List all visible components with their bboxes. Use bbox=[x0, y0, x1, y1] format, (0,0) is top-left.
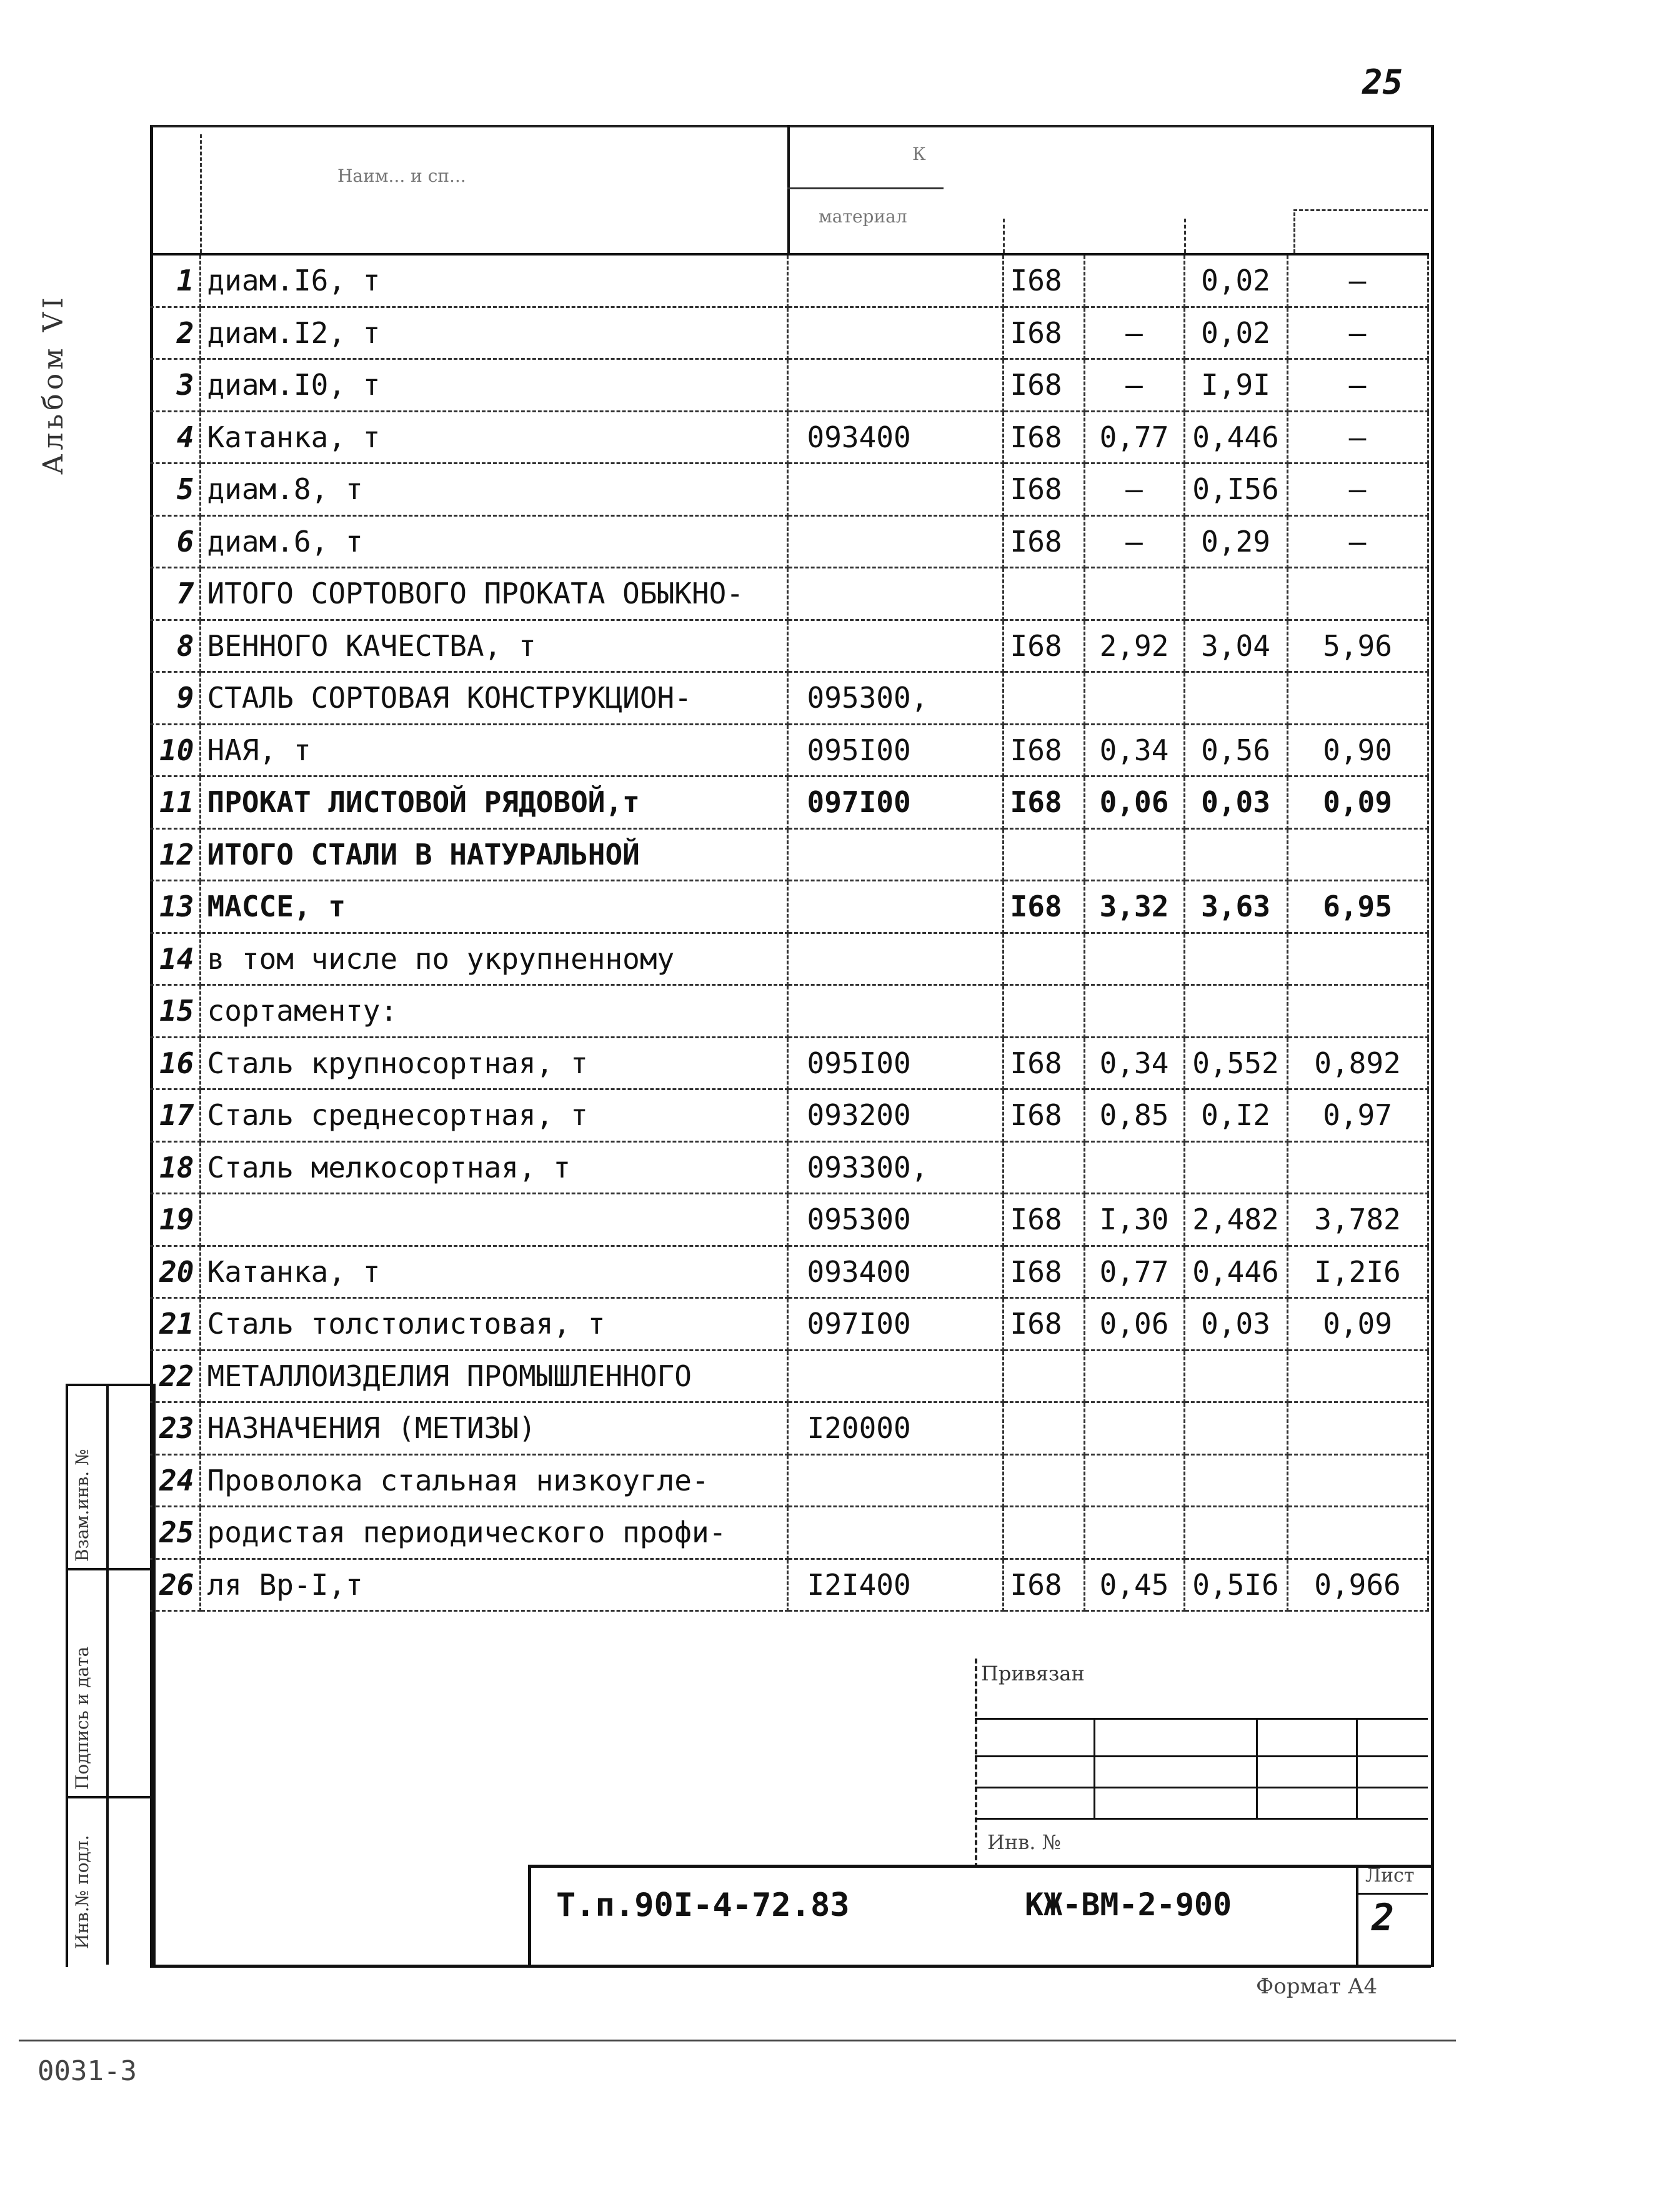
material-code bbox=[787, 307, 1003, 359]
table-row bbox=[150, 1089, 1428, 1142]
table-row bbox=[150, 672, 1428, 725]
row-number: 19 bbox=[150, 1194, 200, 1246]
material-code: I20000 bbox=[787, 1402, 1003, 1455]
item-name: СТАЛЬ СОРТОВАЯ КОНСТРУКЦИОН- bbox=[200, 672, 787, 725]
stamp-divider bbox=[975, 1659, 977, 1868]
value-1 bbox=[1084, 1507, 1184, 1559]
unit-code: I68 bbox=[1003, 881, 1084, 933]
table-row bbox=[150, 985, 1428, 1038]
value-3 bbox=[1287, 1350, 1428, 1402]
document-code: Т.п.90I-4-72.83 bbox=[556, 1887, 850, 1924]
unit-code bbox=[1003, 1454, 1084, 1507]
value-2 bbox=[1184, 672, 1287, 725]
row-number: 12 bbox=[150, 828, 200, 881]
material-code: 095I00 bbox=[787, 1037, 1003, 1089]
table-row bbox=[150, 1194, 1428, 1246]
value-1: 0,06 bbox=[1084, 776, 1184, 829]
value-2 bbox=[1184, 1141, 1287, 1194]
format-label: Формат А4 bbox=[1256, 1974, 1378, 1999]
table-row bbox=[150, 307, 1428, 359]
header-divider bbox=[787, 187, 944, 189]
value-1 bbox=[1084, 1141, 1184, 1194]
material-code: 095300 bbox=[787, 1194, 1003, 1246]
row-number: 18 bbox=[150, 1141, 200, 1194]
value-1 bbox=[1084, 1402, 1184, 1455]
value-2 bbox=[1184, 1507, 1287, 1559]
material-code bbox=[787, 254, 1003, 307]
row-number: 13 bbox=[150, 881, 200, 933]
row-number: 9 bbox=[150, 672, 200, 725]
value-3: 0,09 bbox=[1287, 776, 1428, 829]
unit-code bbox=[1003, 568, 1084, 620]
value-3: 6,95 bbox=[1287, 881, 1428, 933]
material-code bbox=[787, 620, 1003, 672]
material-code: 095I00 bbox=[787, 724, 1003, 776]
unit-code: I68 bbox=[1003, 464, 1084, 516]
title-divider bbox=[1356, 1893, 1428, 1895]
table-row bbox=[150, 1298, 1428, 1351]
item-name bbox=[200, 1194, 787, 1246]
value-1 bbox=[1084, 828, 1184, 881]
page-footer-line bbox=[19, 2040, 1456, 2041]
value-3: 5,96 bbox=[1287, 620, 1428, 672]
value-3: 0,966 bbox=[1287, 1559, 1428, 1611]
header-divider bbox=[1184, 219, 1186, 253]
item-name: диам.I2, т bbox=[200, 307, 787, 359]
value-2 bbox=[1184, 985, 1287, 1038]
value-3: 0,90 bbox=[1287, 724, 1428, 776]
row-number: 8 bbox=[150, 620, 200, 672]
table-row bbox=[150, 1402, 1428, 1455]
material-code: 095300, bbox=[787, 672, 1003, 725]
stamp-divider bbox=[975, 1755, 1428, 1757]
value-3: – bbox=[1287, 411, 1428, 464]
value-1 bbox=[1084, 254, 1184, 307]
value-3: – bbox=[1287, 464, 1428, 516]
unit-code: I68 bbox=[1003, 1037, 1084, 1089]
value-2: 0,03 bbox=[1184, 776, 1287, 829]
row-number: 15 bbox=[150, 985, 200, 1038]
unit-code: I68 bbox=[1003, 724, 1084, 776]
material-code: 097I00 bbox=[787, 776, 1003, 829]
item-name: Катанка, т bbox=[200, 411, 787, 464]
value-2: 0,02 bbox=[1184, 254, 1287, 307]
value-1: – bbox=[1084, 307, 1184, 359]
item-name: диам.I0, т bbox=[200, 359, 787, 412]
table-row bbox=[150, 724, 1428, 776]
item-name: МАССЕ, т bbox=[200, 881, 787, 933]
value-2: 0,56 bbox=[1184, 724, 1287, 776]
row-number: 5 bbox=[150, 464, 200, 516]
row-number: 21 bbox=[150, 1298, 200, 1351]
table-row bbox=[150, 1350, 1428, 1402]
value-2 bbox=[1184, 568, 1287, 620]
value-2: 0,446 bbox=[1184, 1246, 1287, 1298]
value-2: 2,482 bbox=[1184, 1194, 1287, 1246]
header-material-column: материал bbox=[819, 206, 907, 227]
stamp-divider bbox=[975, 1818, 1428, 1820]
value-1: 0,45 bbox=[1084, 1559, 1184, 1611]
table-row bbox=[150, 828, 1428, 881]
unit-code bbox=[1003, 1507, 1084, 1559]
value-1: 0,77 bbox=[1084, 1246, 1184, 1298]
stamp-divider bbox=[1256, 1718, 1258, 1818]
table-row bbox=[150, 1141, 1428, 1194]
table-row bbox=[150, 1454, 1428, 1507]
value-1: – bbox=[1084, 359, 1184, 412]
row-number: 17 bbox=[150, 1089, 200, 1142]
material-code bbox=[787, 828, 1003, 881]
corner-code: 0031-3 bbox=[37, 2055, 137, 2087]
unit-code bbox=[1003, 933, 1084, 985]
unit-code: I68 bbox=[1003, 1194, 1084, 1246]
value-3: – bbox=[1287, 307, 1428, 359]
row-number: 20 bbox=[150, 1246, 200, 1298]
row-number: 23 bbox=[150, 1402, 200, 1455]
item-name: Катанка, т bbox=[200, 1246, 787, 1298]
item-name: родистая периодического профи- bbox=[200, 1507, 787, 1559]
value-3: 0,97 bbox=[1287, 1089, 1428, 1142]
value-2: 0,02 bbox=[1184, 307, 1287, 359]
table-row bbox=[150, 776, 1428, 829]
album-label: Альбом VI bbox=[37, 294, 69, 475]
header-divider bbox=[200, 134, 202, 253]
drawing-code: КЖ-ВМ-2-900 bbox=[1025, 1887, 1232, 1923]
unit-code: I68 bbox=[1003, 411, 1084, 464]
material-code: 093300, bbox=[787, 1141, 1003, 1194]
unit-code bbox=[1003, 1141, 1084, 1194]
row-number: 1 bbox=[150, 254, 200, 307]
value-3: 0,892 bbox=[1287, 1037, 1428, 1089]
stamp-divider bbox=[1094, 1718, 1095, 1818]
item-name: Сталь среднесортная, т bbox=[200, 1089, 787, 1142]
sheet-label: Лист bbox=[1365, 1865, 1415, 1887]
side-label-inv-podl: Инв.№ подл. bbox=[72, 1835, 92, 1949]
value-1: I,30 bbox=[1084, 1194, 1184, 1246]
row-number: 11 bbox=[150, 776, 200, 829]
table-row bbox=[150, 411, 1428, 464]
item-name: диам.I6, т bbox=[200, 254, 787, 307]
row-number: 7 bbox=[150, 568, 200, 620]
value-3 bbox=[1287, 1507, 1428, 1559]
item-name: НАЗНАЧЕНИЯ (МЕТИЗЫ) bbox=[200, 1402, 787, 1455]
item-name: Проволока стальная низкоугле- bbox=[200, 1454, 787, 1507]
unit-code bbox=[1003, 1402, 1084, 1455]
side-label-podpis: Подпись и дата bbox=[72, 1646, 92, 1790]
value-1: 0,34 bbox=[1084, 1037, 1184, 1089]
specification-table bbox=[150, 253, 1429, 1612]
header-divider bbox=[1293, 212, 1295, 253]
unit-code: I68 bbox=[1003, 620, 1084, 672]
value-2 bbox=[1184, 1350, 1287, 1402]
item-name: Сталь мелкосортная, т bbox=[200, 1141, 787, 1194]
material-code bbox=[787, 985, 1003, 1038]
value-2: 0,552 bbox=[1184, 1037, 1287, 1089]
unit-code: I68 bbox=[1003, 1089, 1084, 1142]
material-code bbox=[787, 881, 1003, 933]
value-2 bbox=[1184, 1402, 1287, 1455]
value-3 bbox=[1287, 985, 1428, 1038]
material-code bbox=[787, 1350, 1003, 1402]
value-1: 0,77 bbox=[1084, 411, 1184, 464]
value-2 bbox=[1184, 828, 1287, 881]
row-number: 3 bbox=[150, 359, 200, 412]
header-code-column: К bbox=[912, 144, 926, 164]
value-1 bbox=[1084, 985, 1184, 1038]
unit-code bbox=[1003, 985, 1084, 1038]
value-3: – bbox=[1287, 515, 1428, 568]
value-3: 3,782 bbox=[1287, 1194, 1428, 1246]
table-row bbox=[150, 881, 1428, 933]
header-divider bbox=[1293, 209, 1428, 211]
table-row bbox=[150, 1037, 1428, 1089]
inv-no-label: Инв. № bbox=[987, 1830, 1061, 1854]
row-number: 4 bbox=[150, 411, 200, 464]
unit-code: I68 bbox=[1003, 254, 1084, 307]
table-row bbox=[150, 568, 1428, 620]
table-row bbox=[150, 464, 1428, 516]
unit-code bbox=[1003, 828, 1084, 881]
row-number: 16 bbox=[150, 1037, 200, 1089]
item-name: ИТОГО СОРТОВОГО ПРОКАТА ОБЫКНО- bbox=[200, 568, 787, 620]
row-number: 25 bbox=[150, 1507, 200, 1559]
material-code bbox=[787, 1507, 1003, 1559]
header-divider bbox=[1003, 219, 1005, 253]
table-row bbox=[150, 620, 1428, 672]
value-1 bbox=[1084, 1350, 1184, 1402]
item-name: ля Вр-I,т bbox=[200, 1559, 787, 1611]
item-name: НАЯ, т bbox=[200, 724, 787, 776]
page-number: 25 bbox=[1362, 62, 1403, 102]
material-code: 097I00 bbox=[787, 1298, 1003, 1351]
value-3: 0,09 bbox=[1287, 1298, 1428, 1351]
unit-code: I68 bbox=[1003, 307, 1084, 359]
value-2: 0,446 bbox=[1184, 411, 1287, 464]
material-code: 093400 bbox=[787, 411, 1003, 464]
value-2: 3,63 bbox=[1184, 881, 1287, 933]
header-name-column: Наим... и сп... bbox=[337, 166, 466, 186]
row-number: 6 bbox=[150, 515, 200, 568]
table-row bbox=[150, 1246, 1428, 1298]
side-label-vzam: Взам.инв. № bbox=[72, 1449, 92, 1562]
row-number: 2 bbox=[150, 307, 200, 359]
value-1: 0,85 bbox=[1084, 1089, 1184, 1142]
title-divider bbox=[1356, 1865, 1358, 1965]
item-name: МЕТАЛЛОИЗДЕЛИЯ ПРОМЫШЛЕННОГО bbox=[200, 1350, 787, 1402]
value-2: I,9I bbox=[1184, 359, 1287, 412]
value-3 bbox=[1287, 933, 1428, 985]
value-3: – bbox=[1287, 359, 1428, 412]
material-code bbox=[787, 933, 1003, 985]
value-1: 2,92 bbox=[1084, 620, 1184, 672]
value-2: 3,04 bbox=[1184, 620, 1287, 672]
item-name: Сталь крупносортная, т bbox=[200, 1037, 787, 1089]
material-code: 093400 bbox=[787, 1246, 1003, 1298]
item-name: диам.6, т bbox=[200, 515, 787, 568]
stamp-divider bbox=[975, 1787, 1428, 1788]
value-1 bbox=[1084, 568, 1184, 620]
material-code bbox=[787, 1454, 1003, 1507]
unit-code: I68 bbox=[1003, 359, 1084, 412]
value-3 bbox=[1287, 672, 1428, 725]
row-number: 14 bbox=[150, 933, 200, 985]
material-code: 093200 bbox=[787, 1089, 1003, 1142]
item-name: ПРОКАТ ЛИСТОВОЙ РЯДОВОЙ,т bbox=[200, 776, 787, 829]
value-3 bbox=[1287, 1402, 1428, 1455]
item-name: сортаменту: bbox=[200, 985, 787, 1038]
table-row bbox=[150, 1559, 1428, 1611]
value-1: 0,06 bbox=[1084, 1298, 1184, 1351]
row-number: 24 bbox=[150, 1454, 200, 1507]
value-2 bbox=[1184, 933, 1287, 985]
unit-code bbox=[1003, 1350, 1084, 1402]
value-2: 0,I56 bbox=[1184, 464, 1287, 516]
stamp-divider bbox=[1356, 1718, 1358, 1818]
privyazan-label: Привязан bbox=[981, 1662, 1085, 1685]
value-1 bbox=[1084, 672, 1184, 725]
stamp-divider bbox=[975, 1718, 1428, 1720]
unit-code: I68 bbox=[1003, 776, 1084, 829]
item-name: ИТОГО СТАЛИ В НАТУРАЛЬНОЙ bbox=[200, 828, 787, 881]
value-3 bbox=[1287, 1454, 1428, 1507]
unit-code: I68 bbox=[1003, 1559, 1084, 1611]
material-code bbox=[787, 568, 1003, 620]
item-name: Сталь толстолистовая, т bbox=[200, 1298, 787, 1351]
item-name: диам.8, т bbox=[200, 464, 787, 516]
material-code bbox=[787, 359, 1003, 412]
value-3 bbox=[1287, 828, 1428, 881]
row-number: 26 bbox=[150, 1559, 200, 1611]
value-3 bbox=[1287, 568, 1428, 620]
table-row bbox=[150, 359, 1428, 412]
unit-code: I68 bbox=[1003, 1246, 1084, 1298]
row-number: 10 bbox=[150, 724, 200, 776]
value-1: – bbox=[1084, 464, 1184, 516]
value-1 bbox=[1084, 1454, 1184, 1507]
value-1: – bbox=[1084, 515, 1184, 568]
value-2: 0,5I6 bbox=[1184, 1559, 1287, 1611]
item-name: в том числе по укрупненному bbox=[200, 933, 787, 985]
material-code: I2I400 bbox=[787, 1559, 1003, 1611]
value-1: 0,34 bbox=[1084, 724, 1184, 776]
table-row bbox=[150, 515, 1428, 568]
value-2: 0,I2 bbox=[1184, 1089, 1287, 1142]
value-1 bbox=[1084, 933, 1184, 985]
table-row bbox=[150, 1507, 1428, 1559]
value-2: 0,03 bbox=[1184, 1298, 1287, 1351]
material-code bbox=[787, 464, 1003, 516]
material-code bbox=[787, 515, 1003, 568]
table-row bbox=[150, 254, 1428, 307]
value-2: 0,29 bbox=[1184, 515, 1287, 568]
value-1: 3,32 bbox=[1084, 881, 1184, 933]
row-number: 22 bbox=[150, 1350, 200, 1402]
table-row bbox=[150, 933, 1428, 985]
sheet-number: 2 bbox=[1372, 1896, 1395, 1940]
value-2 bbox=[1184, 1454, 1287, 1507]
value-3: I,2I6 bbox=[1287, 1246, 1428, 1298]
unit-code bbox=[1003, 672, 1084, 725]
unit-code: I68 bbox=[1003, 1298, 1084, 1351]
value-3 bbox=[1287, 1141, 1428, 1194]
item-name: ВЕННОГО КАЧЕСТВА, т bbox=[200, 620, 787, 672]
value-3: – bbox=[1287, 254, 1428, 307]
unit-code: I68 bbox=[1003, 515, 1084, 568]
side-strip-divider bbox=[106, 1384, 109, 1965]
